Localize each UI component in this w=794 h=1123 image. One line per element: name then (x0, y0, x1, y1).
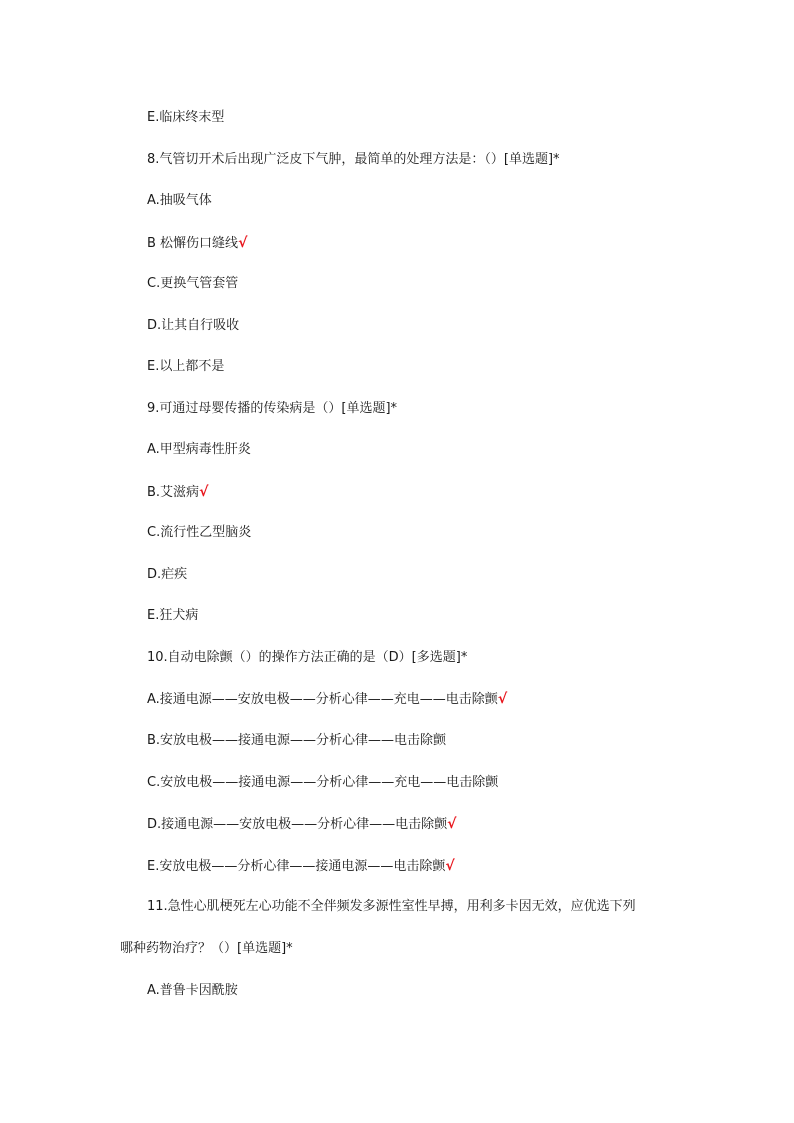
option-e-q7: E.临床终末型 (147, 110, 225, 125)
option-d-q10: D.接通电源——安放电极——分析心律——电击除颤√ (147, 816, 457, 832)
option-e-q8: E.以上都不是 (147, 359, 225, 374)
question-11-continued: 哪种药物治疗？（）[单选题]* (120, 941, 293, 956)
option-d-q9: D.疟疾 (147, 567, 188, 582)
option-c-q10: C.安放电极——接通电源——分析心律——充电——电击除颤 (147, 775, 499, 790)
correct-checkmark: √ (238, 235, 248, 251)
correct-checkmark: √ (447, 816, 457, 832)
option-b-q10: B.安放电极——接通电源——分析心律——电击除颤 (147, 733, 447, 748)
option-d-q8: D.让其自行吸收 (147, 318, 240, 333)
question-8: 8.气管切开术后出现广泛皮下气肿，最简单的处理方法是：（）[单选题]* (147, 152, 560, 167)
option-c-q8: C.更换气管套管 (147, 276, 239, 291)
option-e-q10: E.安放电极——分析心律——接通电源——电击除颤√ (147, 858, 455, 874)
correct-checkmark: √ (445, 858, 455, 874)
question-11: 11.急性心肌梗死左心功能不全伴频发多源性室性早搏，用利多卡因无效，应优选下列 (147, 899, 636, 914)
option-e-q9: E.狂犬病 (147, 608, 199, 623)
option-a-q9: A.甲型病毒性肝炎 (147, 442, 251, 457)
option-c-q9: C.流行性乙型脑炎 (147, 525, 252, 540)
correct-checkmark: √ (497, 691, 508, 707)
option-a-q11: A.普鲁卡因酰胺 (147, 983, 238, 998)
option-b-q8: B 松懈伤口缝线√ (147, 235, 248, 251)
question-10: 10.自动电除颤（）的操作方法正确的是（D）[多选题]* (147, 650, 468, 665)
option-b-q9: B.艾滋病√ (147, 484, 209, 500)
correct-checkmark: √ (199, 484, 209, 500)
option-a-q10: A.接通电源——安放电极——分析心律——充电——电击除颤√ (147, 691, 508, 707)
option-a-q8: A.抽吸气体 (147, 193, 212, 208)
question-9: 9.可通过母婴传播的传染病是（）[单选题]* (147, 401, 398, 416)
